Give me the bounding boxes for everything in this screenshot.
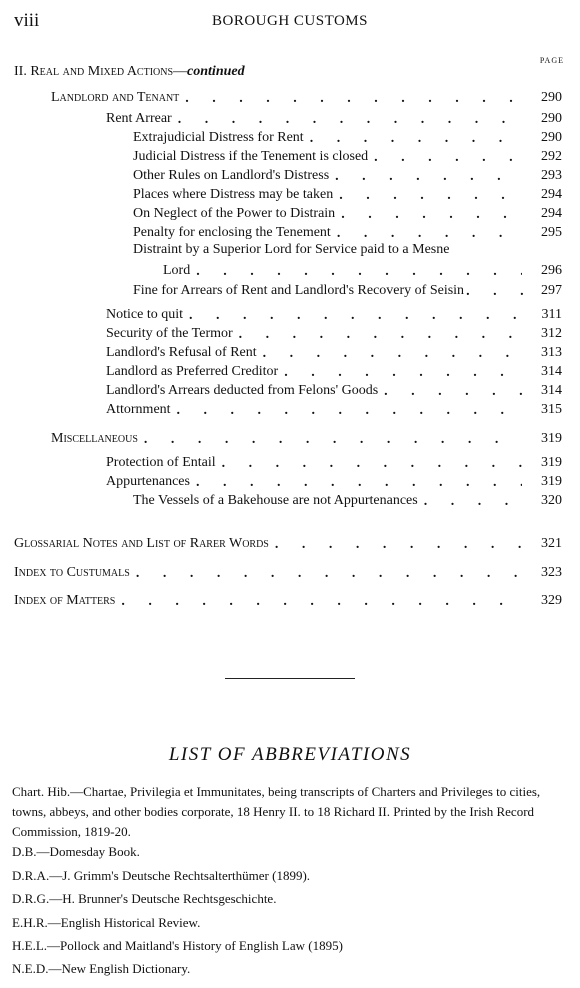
toc-entry: Miscellaneous . . . 319: [51, 428, 562, 448]
toc-entry: On Neglect of the Power to Distrain . . . 294: [133, 203, 562, 223]
toc-entry: Landlord's Refusal of Rent . . . 313: [106, 342, 562, 362]
section-continued: continued: [187, 64, 245, 79]
toc-entry: Fine for Arrears of Rent and Landlord's Recovery of Seisin . . . 297: [133, 280, 562, 300]
toc-entry: Penalty for enclosing the Tenement . . . 295: [133, 222, 562, 242]
running-title: BOROUGH CUSTOMS: [211, 13, 368, 29]
toc-entry: Security of the Termor . . . 312: [106, 323, 562, 343]
toc-entry: Landlord's Arrears deducted from Felons' Goods . . . 314: [106, 380, 562, 400]
abbreviation-item: E.H.R.—English Historical Review.: [12, 915, 201, 930]
abbreviation-item: D.B.—Domesday Book.: [12, 844, 140, 859]
toc-entry: Places where Distress may be taken . . . 294: [133, 184, 562, 204]
abbreviation-item: H.E.L.—Pollock and Maitland's History of English Law (1895): [12, 938, 343, 953]
page-number: viii: [14, 10, 40, 31]
section-divider: [225, 678, 355, 679]
abbreviation-item: D.R.G.—H. Brunner's Deutsche Rechtsgeschichte.: [12, 891, 277, 906]
toc-entry: Glossarial Notes and List of Rarer Words . . . 321: [14, 533, 562, 553]
abbreviations-title: LIST OF ABBREVIATIONS: [168, 744, 412, 765]
toc-entry: Attornment . . . 315: [106, 399, 562, 419]
toc-entry: Judicial Distress if the Tenement is closed . . . 292: [133, 146, 562, 166]
toc-entry: Appurtenances . . . 319: [106, 471, 562, 491]
abbreviation-item: Chart. Hib.—Chartae, Privilegia et Immunitates, being transcripts of Charters and Privileges to cities, towns, abbeys, and other bodies corporate, 18 Henry II. to 18 Richard II. Printed by the Irish Record Commission, 1819-20.: [12, 784, 541, 839]
toc-entry: Extrajudicial Distress for Rent . . . 290: [133, 127, 562, 147]
toc-entry: Index to Custumals . . . 323: [14, 562, 562, 582]
abbreviation-item: D.R.A.—J. Grimm's Deutsche Rechtsalterthümer (1899).: [12, 868, 311, 883]
toc-entry: Rent Arrear . . . 290: [106, 108, 562, 128]
toc-entry: Other Rules on Landlord's Distress . . . 293: [133, 165, 562, 185]
toc-entry: Landlord as Preferred Creditor . . . 314: [106, 361, 562, 381]
toc-entry: Index of Matters . . . 329: [14, 590, 562, 610]
toc-entry: Protection of Entail . . . 319: [106, 452, 562, 472]
toc-entry-continuation: Lord . . . 296: [163, 260, 562, 280]
toc-entry: Landlord and Tenant . . . 290: [51, 87, 562, 107]
section-heading: [14, 64, 245, 80]
abbreviation-item: N.E.D.—New English Dictionary.: [12, 961, 191, 976]
section-title: II. Real and Mixed Actions—: [14, 64, 188, 79]
toc-entry: Distraint by a Superior Lord for Service paid to a Mesne: [133, 242, 450, 257]
toc-entry: Notice to quit . . . 311: [106, 304, 562, 324]
toc-entry: The Vessels of a Bakehouse are not Appurtenances . . . 320: [133, 490, 562, 510]
page-column-label: PAGE: [539, 56, 564, 65]
